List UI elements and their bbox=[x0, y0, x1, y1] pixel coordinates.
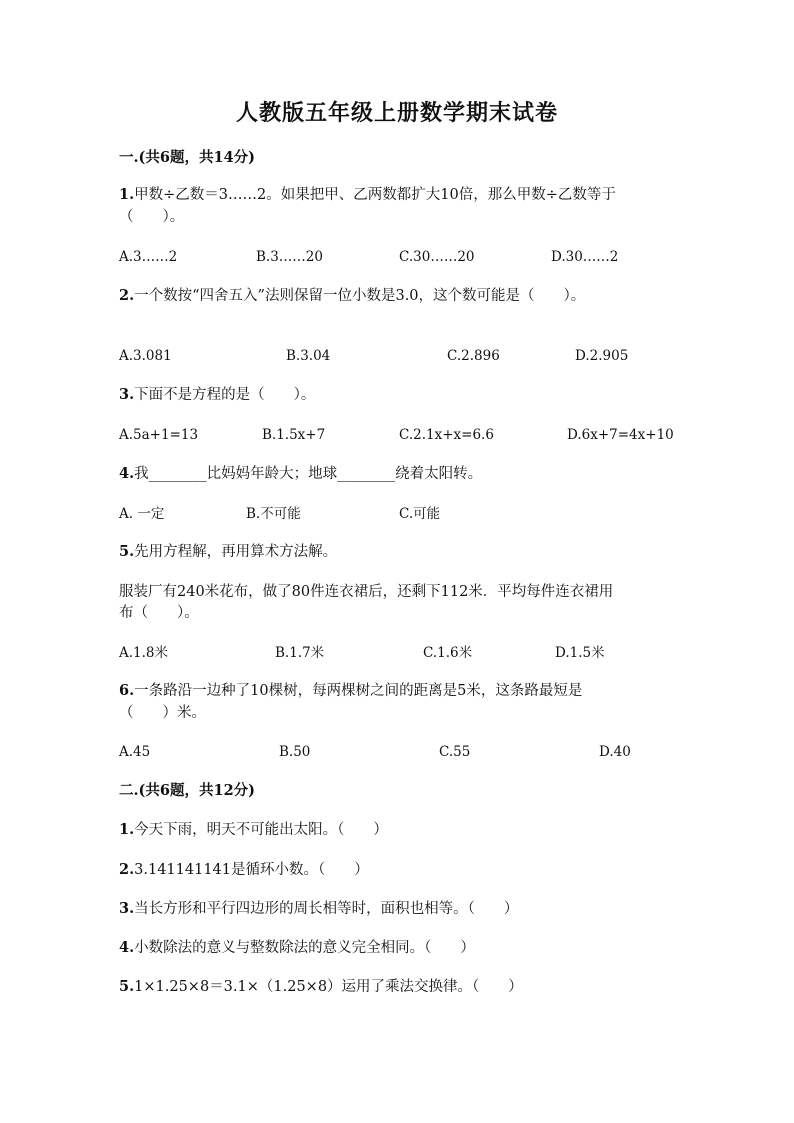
option-d: D.40 bbox=[599, 744, 631, 760]
option-b: B.1.7米 bbox=[275, 645, 325, 661]
section-2-heading: 二.(共6题，共12分) bbox=[119, 782, 256, 799]
question-text: 先用方程解，再用算术方法解。 bbox=[134, 544, 338, 560]
option-d: D.1.5米 bbox=[555, 645, 605, 661]
question-number: 1. bbox=[119, 821, 135, 838]
question-text: 一条路沿一边种了10棵树，每两棵树之间的距离是5米，这条路最短是 bbox=[134, 683, 583, 699]
option-a: A.1.8米 bbox=[119, 645, 169, 661]
question-5-continued: 布（ ）。 bbox=[119, 605, 199, 621]
question-number: 4. bbox=[119, 465, 135, 482]
question-number: 6. bbox=[119, 682, 135, 699]
option-c: C.1.6米 bbox=[423, 645, 473, 661]
question-number: 4. bbox=[119, 939, 135, 956]
page-title: 人教版五年级上册数学期末试卷 bbox=[235, 100, 558, 126]
option-d: D.6x+7=4x+10 bbox=[567, 427, 674, 443]
option-b: B.50 bbox=[279, 744, 311, 760]
question-text: 3.141141141是循环小数。（ ） bbox=[134, 862, 369, 878]
option-b: B.1.5x+7 bbox=[262, 427, 326, 443]
question-text: 我________比妈妈年龄大；地球________绕着太阳转。 bbox=[134, 466, 483, 482]
option-a: A.45 bbox=[119, 744, 151, 760]
question-number: 1. bbox=[119, 186, 135, 203]
option-a: A.3……2 bbox=[119, 249, 178, 265]
option-a: A.5a+1=13 bbox=[119, 427, 199, 443]
option-c: C.2.896 bbox=[447, 348, 500, 364]
judgement-5 bbox=[119, 977, 523, 997]
judgement-2 bbox=[119, 860, 369, 880]
question-4 bbox=[119, 464, 482, 484]
section-1-heading: 一.(共6题，共14分) bbox=[119, 149, 256, 166]
question-number: 5. bbox=[119, 978, 135, 995]
judgement-4 bbox=[119, 938, 475, 958]
question-number: 5. bbox=[119, 543, 135, 560]
option-c: C.55 bbox=[439, 744, 471, 760]
question-text: 一个数按“四舍五入”法则保留一位小数是3.0，这个数可能是（ ）。 bbox=[134, 288, 586, 304]
question-1 bbox=[119, 185, 616, 205]
option-c: C.可能 bbox=[399, 506, 441, 522]
option-b: B.3.04 bbox=[286, 348, 331, 364]
option-d: D.2.905 bbox=[575, 348, 629, 364]
question-5-body: 服装厂有240米花布，做了80件连衣裙后，还剩下112米．平均每件连衣裙用 bbox=[119, 584, 614, 600]
question-6 bbox=[119, 681, 582, 701]
judgement-3 bbox=[119, 899, 518, 919]
question-number: 2. bbox=[119, 287, 135, 304]
option-a: A.3.081 bbox=[119, 348, 172, 364]
option-c: C.2.1x+x=6.6 bbox=[399, 427, 494, 443]
question-2 bbox=[119, 286, 585, 306]
option-c: C.30……20 bbox=[399, 249, 475, 265]
question-text: 1×1.25×8＝3.1×（1.25×8）运用了乘法交换律。（ ） bbox=[134, 979, 523, 995]
question-text: 下面不是方程的是（ ）。 bbox=[134, 387, 316, 403]
question-text: 甲数÷乙数＝3……2。如果把甲、乙两数都扩大10倍，那么甲数÷乙数等于 bbox=[134, 187, 616, 203]
question-text: 小数除法的意义与整数除法的意义完全相同。（ ） bbox=[134, 940, 475, 956]
question-number: 3. bbox=[119, 386, 135, 403]
question-6-continued: （ ）米。 bbox=[119, 705, 206, 721]
question-number: 2. bbox=[119, 861, 135, 878]
option-b: B.3……20 bbox=[256, 249, 323, 265]
question-number: 3. bbox=[119, 900, 135, 917]
option-b: B.不可能 bbox=[246, 506, 301, 522]
option-d: D.30……2 bbox=[551, 249, 619, 265]
question-5 bbox=[119, 542, 337, 562]
question-text: 当长方形和平行四边形的周长相等时，面积也相等。（ ） bbox=[134, 901, 519, 917]
question-3 bbox=[119, 385, 315, 405]
question-1-continued: （ ）。 bbox=[119, 209, 185, 225]
question-text: 今天下雨，明天不可能出太阳。（ ） bbox=[134, 822, 388, 838]
option-a: A. 一定 bbox=[119, 506, 165, 522]
judgement-1 bbox=[119, 820, 388, 840]
